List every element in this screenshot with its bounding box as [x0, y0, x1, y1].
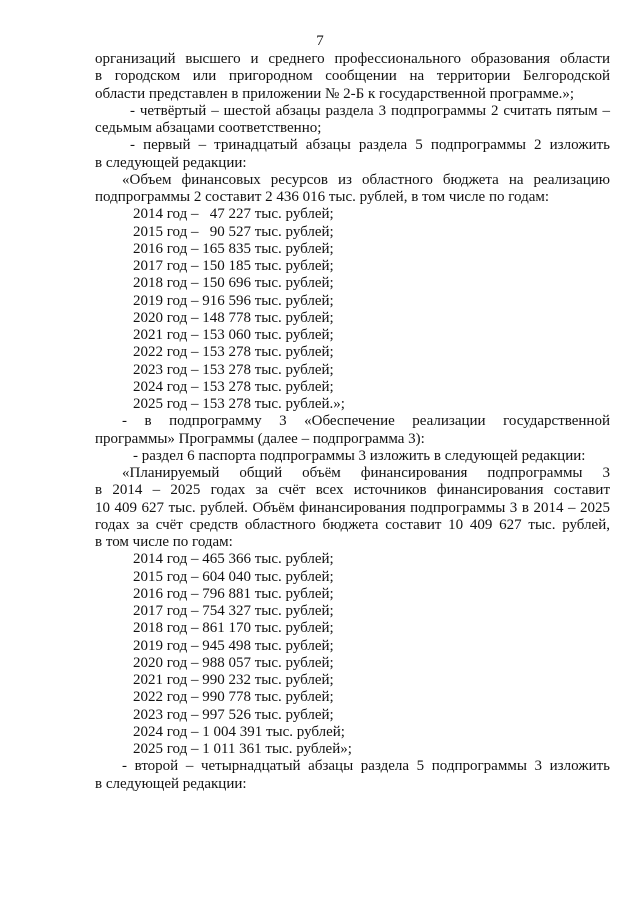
text-line: подпрограммы 2 составит 2 436 016 тыс. рублей, в том числе по годам: [95, 189, 550, 205]
year-line: 2014 год – 47 227 тыс. рублей; [133, 206, 334, 223]
text-line: седьмым абзацами соответственно; [95, 120, 322, 136]
text-line: годах за счёт средств областного бюджета составит 10 409 627 тыс. рублей, [95, 516, 610, 533]
paragraph-item-3 [95, 413, 610, 448]
year-line: 2016 год – 165 835 тыс. рублей; [133, 240, 334, 257]
year-line: 2024 год – 1 004 391 тыс. рублей; [133, 723, 345, 740]
year-line: 2016 год – 796 881 тыс. рублей; [133, 585, 334, 602]
text-line: «Объем финансовых ресурсов из областного бюджета на реализацию [122, 171, 610, 188]
text-line: в следующей редакции: [95, 154, 247, 171]
year-line: 2025 год – 1 011 361 тыс. рублей»; [133, 741, 352, 757]
year-line: 2023 год – 997 526 тыс. рублей; [133, 706, 334, 723]
year-line: 2022 год – 153 278 тыс. рублей; [133, 344, 334, 361]
year-list-sub2 [95, 206, 610, 413]
year-line: 2015 год – 90 527 тыс. рублей; [133, 223, 334, 240]
text-line: организаций высшего и среднего профессионального образования области [95, 51, 610, 67]
year-line: 2024 год – 153 278 тыс. рублей; [133, 378, 334, 395]
paragraph-intro [95, 51, 610, 103]
year-line: 2017 год – 150 185 тыс. рублей; [133, 258, 334, 274]
paragraph-item-5 [95, 758, 610, 793]
text-line: - первый – тринадцатый абзацы раздела 5 подпрограммы 2 изложить [130, 137, 610, 154]
year-line: 2023 год – 153 278 тыс. рублей; [133, 361, 334, 378]
text-line: - второй – четырнадцатый абзацы раздела 5 подпрограммы 3 изложить [122, 758, 610, 775]
document-body [95, 51, 610, 793]
year-line: 2025 год – 153 278 тыс. рублей.»; [133, 396, 345, 412]
text-line: - раздел 6 паспорта подпрограммы 3 изложить в следующей редакции: [133, 447, 586, 464]
text-line: «Планируемый общий объём финансирования подпрограммы 3 [122, 465, 610, 481]
paragraph-item-4 [95, 448, 610, 465]
text-line: - четвёртый – шестой абзацы раздела 3 подпрограммы 2 считать пятым – [130, 102, 610, 119]
year-line: 2017 год – 754 327 тыс. рублей; [133, 603, 334, 619]
year-line: 2018 год – 861 170 тыс. рублей; [133, 620, 334, 637]
year-line: 2022 год – 990 778 тыс. рублей; [133, 689, 334, 706]
text-line: в 2014 – 2025 годах за счёт всех источников финансирования составит [95, 482, 610, 499]
year-line: 2020 год – 148 778 тыс. рублей; [133, 309, 334, 326]
text-line: области представлен в приложении № 2-Б к государственной программе.»; [95, 85, 575, 102]
year-list-sub3 [95, 551, 610, 758]
year-line: 2021 год – 153 060 тыс. рублей; [133, 327, 334, 343]
text-line: программы» Программы (далее – подпрограмма 3): [95, 430, 425, 447]
paragraph-item-2 [95, 137, 610, 172]
year-line: 2021 год – 990 232 тыс. рублей; [133, 672, 334, 688]
year-line: 2020 год – 988 057 тыс. рублей; [133, 654, 334, 671]
text-line: 10 409 627 тыс. рублей. Объём финансирования подпрограммы 3 в 2014 – 2025 [95, 499, 610, 516]
text-line: в следующей редакции: [95, 775, 247, 792]
text-line: в том числе по годам: [95, 534, 233, 550]
paragraph-item-1 [95, 103, 610, 138]
page-number: 7 [316, 33, 324, 49]
year-line: 2019 год – 916 596 тыс. рублей; [133, 292, 334, 309]
text-line: - в подпрограмму 3 «Обеспечение реализации государственной [122, 413, 610, 430]
text-line: в городском или пригородном сообщении на территории Белгородской [95, 68, 610, 85]
paragraph-quote-sub2 [95, 172, 610, 207]
year-line: 2015 год – 604 040 тыс. рублей; [133, 568, 334, 585]
year-line: 2018 год – 150 696 тыс. рублей; [133, 275, 334, 292]
year-line: 2019 год – 945 498 тыс. рублей; [133, 637, 334, 654]
year-line: 2014 год – 465 366 тыс. рублей; [133, 551, 334, 568]
paragraph-quote-sub3 [95, 465, 610, 551]
